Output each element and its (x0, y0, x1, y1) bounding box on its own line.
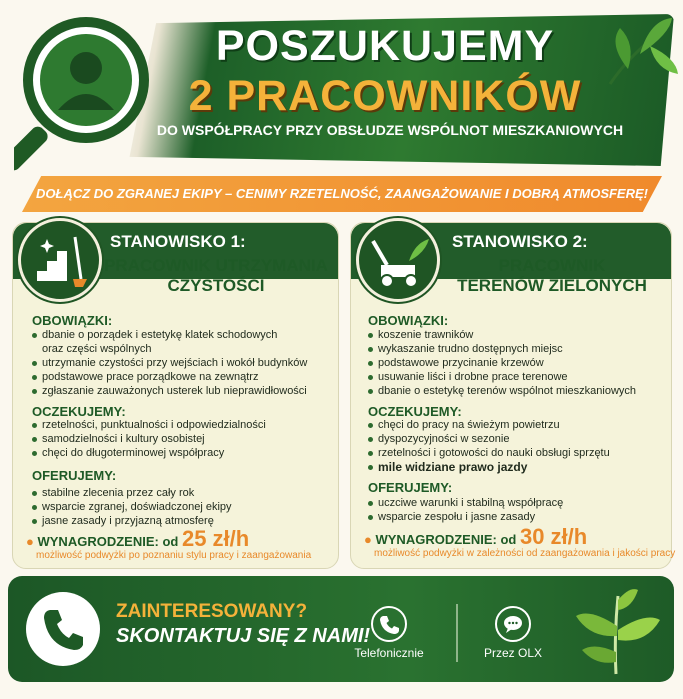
pay-from: od (500, 532, 517, 547)
list-item: wykaszanie trudno dostępnych miejsc (366, 342, 666, 356)
pay-row (26, 526, 249, 552)
list-item: rzetelności, punktualności i odpowiedzialności (30, 418, 330, 432)
subtitle: DO WSPÓŁPRACY PRZY OBSŁUDZE WSPÓLNOT MIESZKANIOWYCH (156, 122, 624, 138)
list-item: koszenie trawników (366, 328, 666, 342)
duties-title: OBOWIĄZKI: (32, 313, 113, 328)
list-item: dbanie o estetykę terenów wspólnot mieszkaniowych (366, 384, 666, 398)
contact-phone-label[interactable]: Telefonicznie (354, 646, 424, 660)
list-item: wsparcie zgranej, doświadczonej ekipy (30, 500, 330, 514)
coins-icon: ● (26, 534, 34, 549)
ribbon-text: DOŁĄCZ DO ZGRANEJ EKIPY – CENIMY RZETELNOŚĆ, ZAANGAŻOWANIE I DOBRĄ ATMOSFERĘ! (36, 186, 648, 201)
phone-icon[interactable] (371, 606, 407, 642)
expect-list (366, 418, 666, 474)
position-2-name-line-2: TERENÓW ZIELONYCH (457, 276, 647, 295)
list-item: chęci do pracy na świeżym powietrzu (366, 418, 666, 432)
pay-row (364, 524, 587, 550)
list-item: zgłaszanie zauważonych usterek lub nieprawidłowości (30, 384, 330, 398)
expect-title: OCZEKUJEMY: (32, 404, 126, 419)
position-2-name-line-1: PRACOWNIK (498, 256, 606, 275)
chat-icon[interactable] (495, 606, 531, 642)
pay-from: od (162, 534, 179, 549)
list-item: rzetelności i gotowości do nauki obsługi sprzętu (366, 446, 666, 460)
list-item: samodzielności i kultury osobistej (30, 432, 330, 446)
list-item: utrzymanie czystości przy wejściach i wokół budynków (30, 356, 330, 370)
divider (456, 604, 458, 662)
cleaning-stairs-icon (18, 218, 102, 302)
pay-amount: 25 zł/h (181, 526, 250, 551)
duties-title: OBOWIĄZKI: (368, 313, 449, 328)
position-1-name-line-2: CZYSTOŚCI (167, 276, 265, 295)
magnifier-person-icon (14, 8, 164, 178)
list-item: mile widziane prawo jazdy (366, 460, 666, 474)
offer-list (366, 496, 666, 524)
position-1-label: STANOWISKO 1: (110, 232, 246, 251)
pay-amount: 30 zł/h (519, 524, 588, 549)
position-1-name-line-1: PRACOWNIK UTRZYMANIA (104, 256, 328, 275)
duties-list (366, 328, 666, 398)
list-item: stabilne zlecenia przez cały rok (30, 486, 330, 500)
offer-list (30, 486, 330, 528)
list-item: dbanie o porządek i estetykę klatek schodowych (30, 328, 330, 342)
duties-list (30, 328, 330, 398)
phone-icon (26, 592, 100, 666)
footer-line-1: ZAINTERESOWANY? (116, 601, 308, 622)
footer-line-2: SKONTAKTUJ SIĘ Z NAMI! (116, 625, 371, 647)
offer-title: OFERUJEMY: (368, 480, 453, 495)
leaves-icon (568, 586, 664, 676)
leaves-icon (600, 14, 680, 94)
list-item: oraz części wspólnych (42, 343, 152, 355)
list-item: podstawowe przycinanie krzewów (366, 356, 666, 370)
pay-note: możliwość podwyżki w zależności od zaangażowania i jakości pracy (374, 548, 676, 559)
list-item: chęci do długoterminowej współpracy (30, 446, 330, 460)
lawn-mower-icon (356, 218, 440, 302)
list-item: wsparcie zespołu i jasne zasady (366, 510, 666, 524)
list-item: podstawowe prace porządkowe na zewnątrz (30, 370, 330, 384)
expect-list (30, 418, 330, 460)
title-line-1: POSZUKUJEMY (215, 22, 555, 70)
pay-note: możliwość podwyżki po poznaniu stylu pracy i zaangażowania (36, 550, 312, 561)
expect-title: OCZEKUJEMY: (368, 404, 462, 419)
pay-label: WYNAGRODZENIE: (375, 532, 497, 547)
offer-title: OFERUJEMY: (32, 468, 117, 483)
pay-label: WYNAGRODZENIE: (37, 534, 159, 549)
coins-icon: ● (364, 532, 372, 547)
list-item: usuwanie liści i drobne prace terenowe (366, 370, 666, 384)
contact-olx-label[interactable]: Przez OLX (483, 646, 543, 660)
list-item: jasne zasady i przyjazną atmosferę (30, 514, 330, 528)
position-2-label: STANOWISKO 2: (452, 232, 588, 251)
list-item: dyspozycyjności w sezonie (366, 432, 666, 446)
title-line-2: 2 PRACOWNIKÓW (188, 72, 582, 120)
list-item: uczciwe warunki i stabilną współpracę (366, 496, 666, 510)
